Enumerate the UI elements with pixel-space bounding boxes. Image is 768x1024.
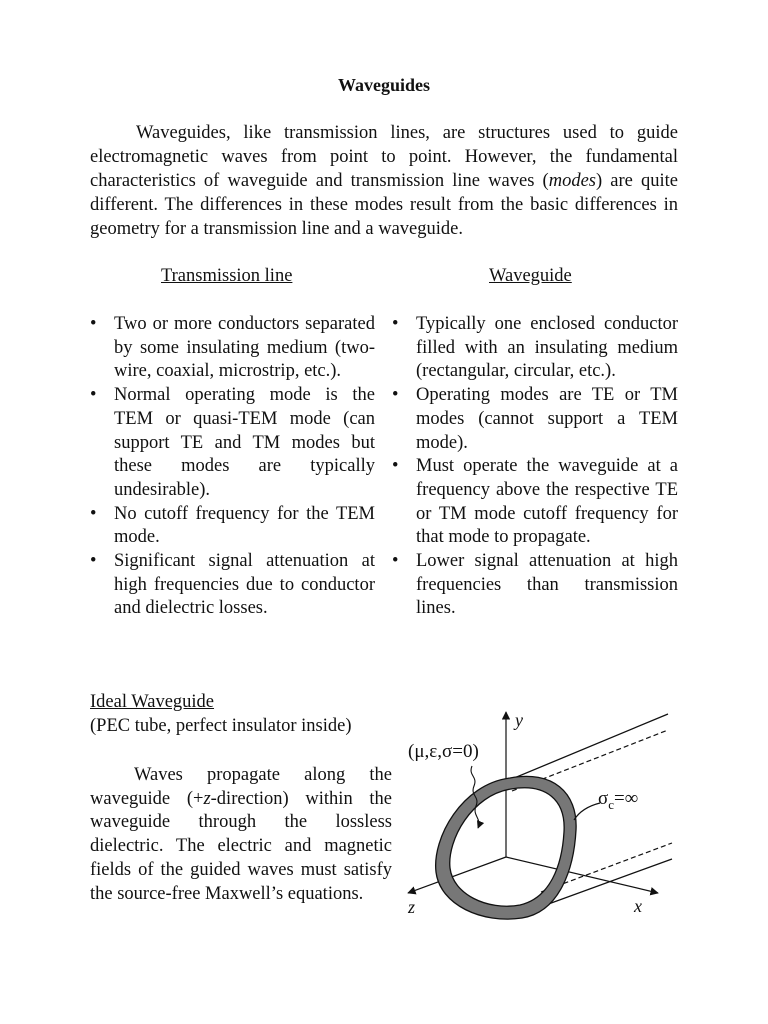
ideal-z-symbol: z	[203, 788, 211, 809]
intro-text-1: Waveguides, like transmission lines, are structures used to guide electromagnetic waves from point to point. However, the fundamental characteristics of waveguide and transmission line waves (	[90, 123, 678, 191]
ideal-text-1: Waves propagate along the waveguide (+	[90, 765, 392, 809]
intro-text-2: ) are quite different. The differences in these modes result from the basic differences in geometry for a transmission line and a waveguide.	[90, 171, 678, 239]
waveguide-column	[392, 313, 678, 621]
intro-paragraph	[90, 121, 678, 241]
waveguide-heading: Waveguide	[489, 266, 572, 286]
conductivity-label	[598, 788, 638, 812]
conductivity-pointer	[574, 803, 600, 820]
conductivity-symbol: σ	[598, 788, 609, 809]
list-item: • Normal operating mode is the TEM or quasi-TEM mode (can support TE and TM modes but these modes are typically undesirable).	[90, 384, 375, 503]
medium-label: (μ,ε,σ=0)	[408, 741, 479, 762]
y-axis-label: y	[515, 710, 523, 730]
intro-modes-word: modes	[548, 171, 596, 191]
list-item: • Significant signal attenuation at high frequencies due to conductor and dielectric losses.	[90, 550, 375, 621]
ideal-waveguide-subtitle: (PEC tube, perfect insulator inside)	[90, 716, 352, 736]
transmission-line-list	[90, 313, 375, 621]
list-item: • Must operate the waveguide at a frequency above the respective TE or TM mode cutoff frequency for that mode to propagate.	[392, 455, 678, 550]
list-item: • No cutoff frequency for the TEM mode.	[90, 503, 375, 550]
transmission-line-heading: Transmission line	[161, 266, 293, 286]
list-item: • Two or more conductors separated by some insulating medium (two-wire, coaxial, microstrip, etc.).	[90, 313, 375, 384]
conductivity-value: =∞	[614, 788, 639, 809]
ideal-waveguide-paragraph	[90, 764, 392, 906]
list-item: • Typically one enclosed conductor filled with an insulating medium (rectangular, circular, etc.).	[392, 313, 678, 384]
list-item: • Operating modes are TE or TM modes (cannot support a TEM mode).	[392, 384, 678, 455]
z-axis-label: z	[408, 897, 416, 917]
ideal-text-2: -direction) within the waveguide through the lossless dielectric. The electric and magnetic fields of the guided waves must satisfy the source-free Maxwell’s equations.	[90, 788, 392, 904]
list-item: • Lower signal attenuation at high frequencies than transmission lines.	[392, 550, 678, 621]
transmission-line-column	[90, 313, 375, 621]
ideal-waveguide-heading: Ideal Waveguide	[90, 692, 215, 712]
x-axis-line	[506, 857, 658, 893]
conductivity-subscript: c	[608, 797, 615, 812]
waveguide-diagram	[395, 700, 680, 925]
waveguide-list	[392, 313, 678, 621]
page-title: Waveguides	[337, 75, 430, 95]
x-axis-label: x	[634, 896, 642, 916]
tube-top-outer-edge	[507, 714, 668, 781]
